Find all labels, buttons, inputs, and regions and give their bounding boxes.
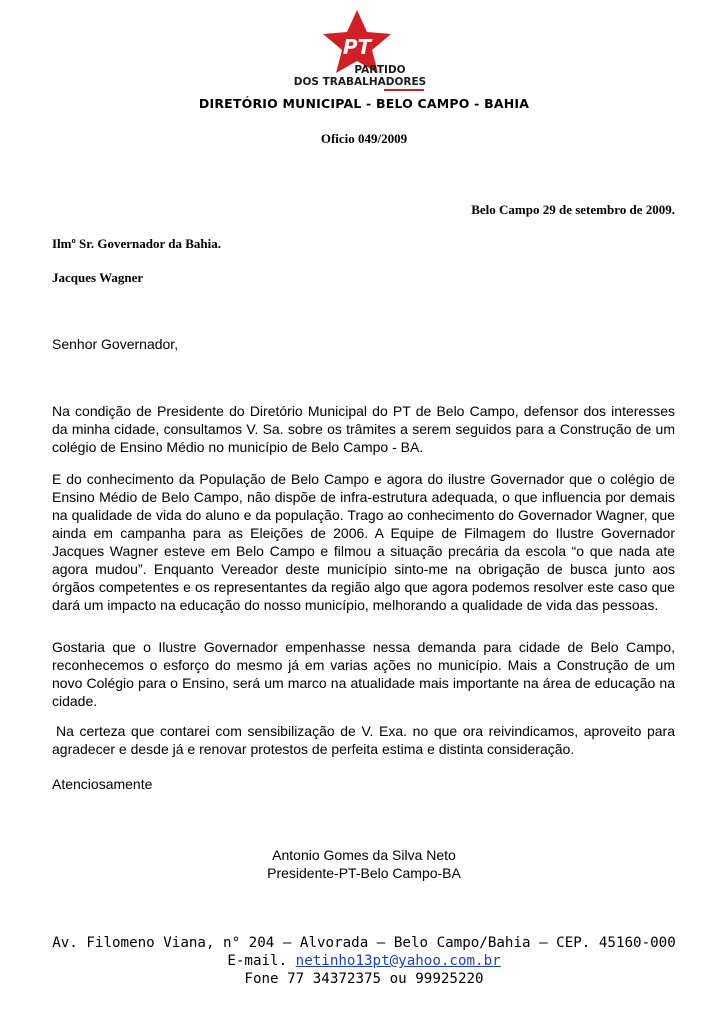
logo-line2: DOS TRABALHADORES bbox=[293, 76, 427, 88]
header-title: DIRETÓRIO MUNICIPAL - BELO CAMPO - BAHIA bbox=[198, 96, 530, 111]
signature-name: Antonio Gomes da Silva Neto bbox=[272, 847, 456, 863]
signature-title: Presidente-PT-Belo Campo-BA bbox=[267, 865, 461, 881]
closing: Atenciosamente bbox=[52, 776, 153, 792]
logo-symbol: PT bbox=[342, 35, 372, 59]
greeting: Senhor Governador, bbox=[52, 336, 179, 352]
oficio-number: Oficio 049/2009 bbox=[320, 131, 408, 146]
paragraph-3: Gostaria que o Ilustre Governador empenhasse nessa demanda para cidade de Belo Campo, reconhecemos o esforço do mesmo já em varias ações no município. Mais a Construção de um novo Colégio para o Ensino, será um marco na atualidade mais importante na área de educação na cidade. bbox=[52, 639, 675, 709]
logo-underline bbox=[384, 89, 424, 91]
paragraph-1: Na condição de Presidente do Diretório Municipal do PT de Belo Campo, defensor dos interesses da minha cidade, consultamos V. Sa. sobre os trâmites a serem seguidos para a Construção de um colégio de Ensino Médio no município de Belo Campo - BA. bbox=[52, 403, 675, 455]
paragraph-2: E do conhecimento da População de Belo Campo e agora do ilustre Governador que o colégio de Ensino Médio de Belo Campo, não dispõe de infra-estrutura adequada, o que influencia por demais na qualidade de vida do aluno e da população. Trago ao conhecimento do Governador Wagner, que ainda em campanha para as Eleições de 2006. A Equipe de Filmagem do Ilustre Governador Jacques Wagner esteve em Belo Campo e filmou a situação precária da escola “o que nada ate agora mudou”. Enquanto Vereador deste município sinto-me na obrigação de busca junto aos órgãos competentes e os representantes da região algo que agora podemos resolver este caso que dará um impacto na educação do nosso município, melhorando a qualidade de vida das pessoas. bbox=[52, 471, 675, 613]
footer-email-link[interactable]: netinho13pt@yahoo.com.br bbox=[295, 953, 501, 969]
pt-logo bbox=[286, 10, 436, 94]
letter-date: Belo Campo 29 de setembro de 2009. bbox=[471, 202, 675, 217]
paragraph-4: Na certeza que contarei com sensibilização de V. Exa. no que ora reivindicamos, aproveito para agradecer e desde já e renovar protestos de perfeita estima e distinta consideração. bbox=[52, 723, 675, 757]
recipient-name: Jacques Wagner bbox=[52, 270, 144, 285]
footer-email-line bbox=[0, 952, 728, 970]
logo-line1: PARTIDO bbox=[354, 64, 406, 76]
footer-email-label: E-mail. bbox=[227, 953, 288, 969]
footer-address: Av. Filomeno Viana, n° 204 – Alvorada – Belo Campo/Bahia – CEP. 45160-000 bbox=[52, 935, 676, 951]
footer-phone: Fone 77 34372375 ou 99925220 bbox=[244, 971, 484, 987]
recipient-title: Ilmº Sr. Governador da Bahia. bbox=[52, 236, 221, 251]
